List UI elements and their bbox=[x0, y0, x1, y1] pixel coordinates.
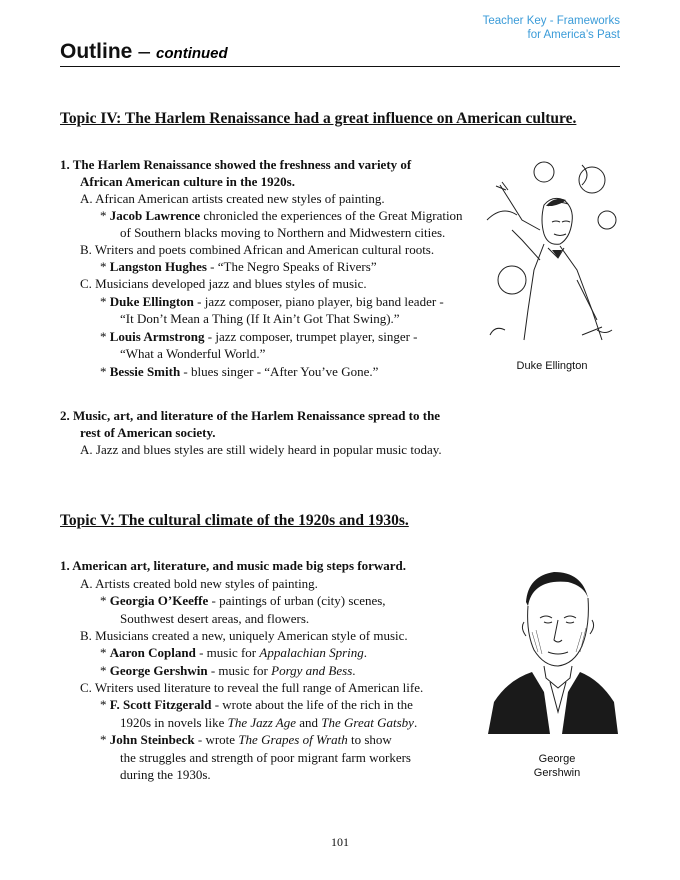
topic-iv-heading: Topic IV: The Harlem Renaissance had a great influence on American culture. bbox=[60, 110, 577, 127]
topic-iv-item-c3: * Bessie Smith - blues singer - “After You’ve Gone.” bbox=[100, 364, 379, 379]
topic-iv-item-c1: * Duke Ellington - jazz composer, piano player, big band leader - bbox=[100, 294, 444, 309]
george-gershwin-illustration bbox=[488, 562, 618, 734]
teacher-key-label bbox=[483, 14, 620, 42]
topic-iv-point-1-line-1: 1. The Harlem Renaissance showed the freshness and variety of bbox=[60, 157, 412, 172]
topic-v-item-c: C. Writers used literature to reveal the full range of American life. bbox=[80, 680, 424, 695]
topic-iv-item-a1-cont: of Southern blacks moving to Northern and Midwestern cities. bbox=[120, 225, 446, 240]
topic-v-item-c1: * F. Scott Fitzgerald - wrote about the life of the rich in the bbox=[100, 697, 413, 712]
topic-v-item-c2: * John Steinbeck - wrote The Grapes of Wrath to show bbox=[100, 732, 392, 747]
topic-iv-item-b: B. Writers and poets combined African and American cultural roots. bbox=[80, 242, 435, 257]
topic-v-item-c2-cont-2: during the 1930s. bbox=[120, 767, 211, 782]
topic-v-item-b1: * Aaron Copland - music for Appalachian Spring. bbox=[100, 645, 367, 660]
page-title: Outline bbox=[60, 40, 133, 63]
topic-v-point-1-line-1: 1. American art, literature, and music made big steps forward. bbox=[60, 558, 407, 573]
page-header bbox=[60, 40, 620, 67]
topic-v-item-c2-cont-1: the struggles and strength of poor migrant farm workers bbox=[120, 750, 411, 765]
topic-v-item-b: B. Musicians created a new, uniquely American style of music. bbox=[80, 628, 408, 643]
topic-v-item-b2: * George Gershwin - music for Porgy and Bess. bbox=[100, 663, 356, 678]
duke-ellington-caption: Duke Ellington bbox=[516, 360, 588, 372]
topic-iv-item-c1-cont: “It Don’t Mean a Thing (If It Ain’t Got That Swing).” bbox=[120, 311, 400, 326]
topic-iv-item-c: C. Musicians developed jazz and blues styles of music. bbox=[80, 276, 367, 291]
topic-v-heading: Topic V: The cultural climate of the 1920s and 1930s. bbox=[60, 512, 409, 529]
caption-line-2: Gershwin bbox=[533, 767, 581, 779]
topic-iv-point-1-line-2: African American culture in the 1920s. bbox=[80, 174, 295, 189]
george-gershwin-caption bbox=[507, 752, 607, 780]
topic-iv-point-2-line-2: rest of American society. bbox=[80, 425, 216, 440]
topic-v-item-a1-cont: Southwest desert areas, and flowers. bbox=[120, 611, 310, 626]
topic-v-item-c1-cont: 1920s in novels like The Jazz Age and The Great Gatsby. bbox=[120, 715, 418, 730]
topic-iv-item-a: A. African American artists created new styles of painting. bbox=[80, 191, 385, 206]
page-subtitle: continued bbox=[156, 45, 228, 62]
topic-iv-point-2-line-1: 2. Music, art, and literature of the Harlem Renaissance spread to the bbox=[60, 408, 441, 423]
page-number: 101 bbox=[331, 835, 349, 849]
teacher-key-line-1: Teacher Key - Frameworks bbox=[482, 15, 620, 27]
title-dash: – bbox=[138, 40, 151, 63]
topic-iv-item-c2: * Louis Armstrong - jazz composer, trumpet player, singer - bbox=[100, 329, 418, 344]
topic-iv-item-c2-cont: “What a Wonderful World.” bbox=[120, 346, 266, 361]
topic-iv-point-2-item-a: A. Jazz and blues styles are still widely heard in popular music today. bbox=[80, 442, 442, 457]
duke-ellington-illustration bbox=[482, 160, 622, 350]
topic-v-item-a: A. Artists created bold new styles of painting. bbox=[80, 576, 318, 591]
topic-iv-item-b1: * Langston Hughes - “The Negro Speaks of Rivers” bbox=[100, 259, 377, 274]
topic-v-item-a1: * Georgia O’Keeffe - paintings of urban (city) scenes, bbox=[100, 593, 386, 608]
teacher-key-line-2: for America’s Past bbox=[527, 29, 620, 41]
topic-iv-item-a1: * Jacob Lawrence chronicled the experiences of the Great Migration bbox=[100, 208, 463, 223]
caption-line-1: George bbox=[538, 753, 576, 765]
